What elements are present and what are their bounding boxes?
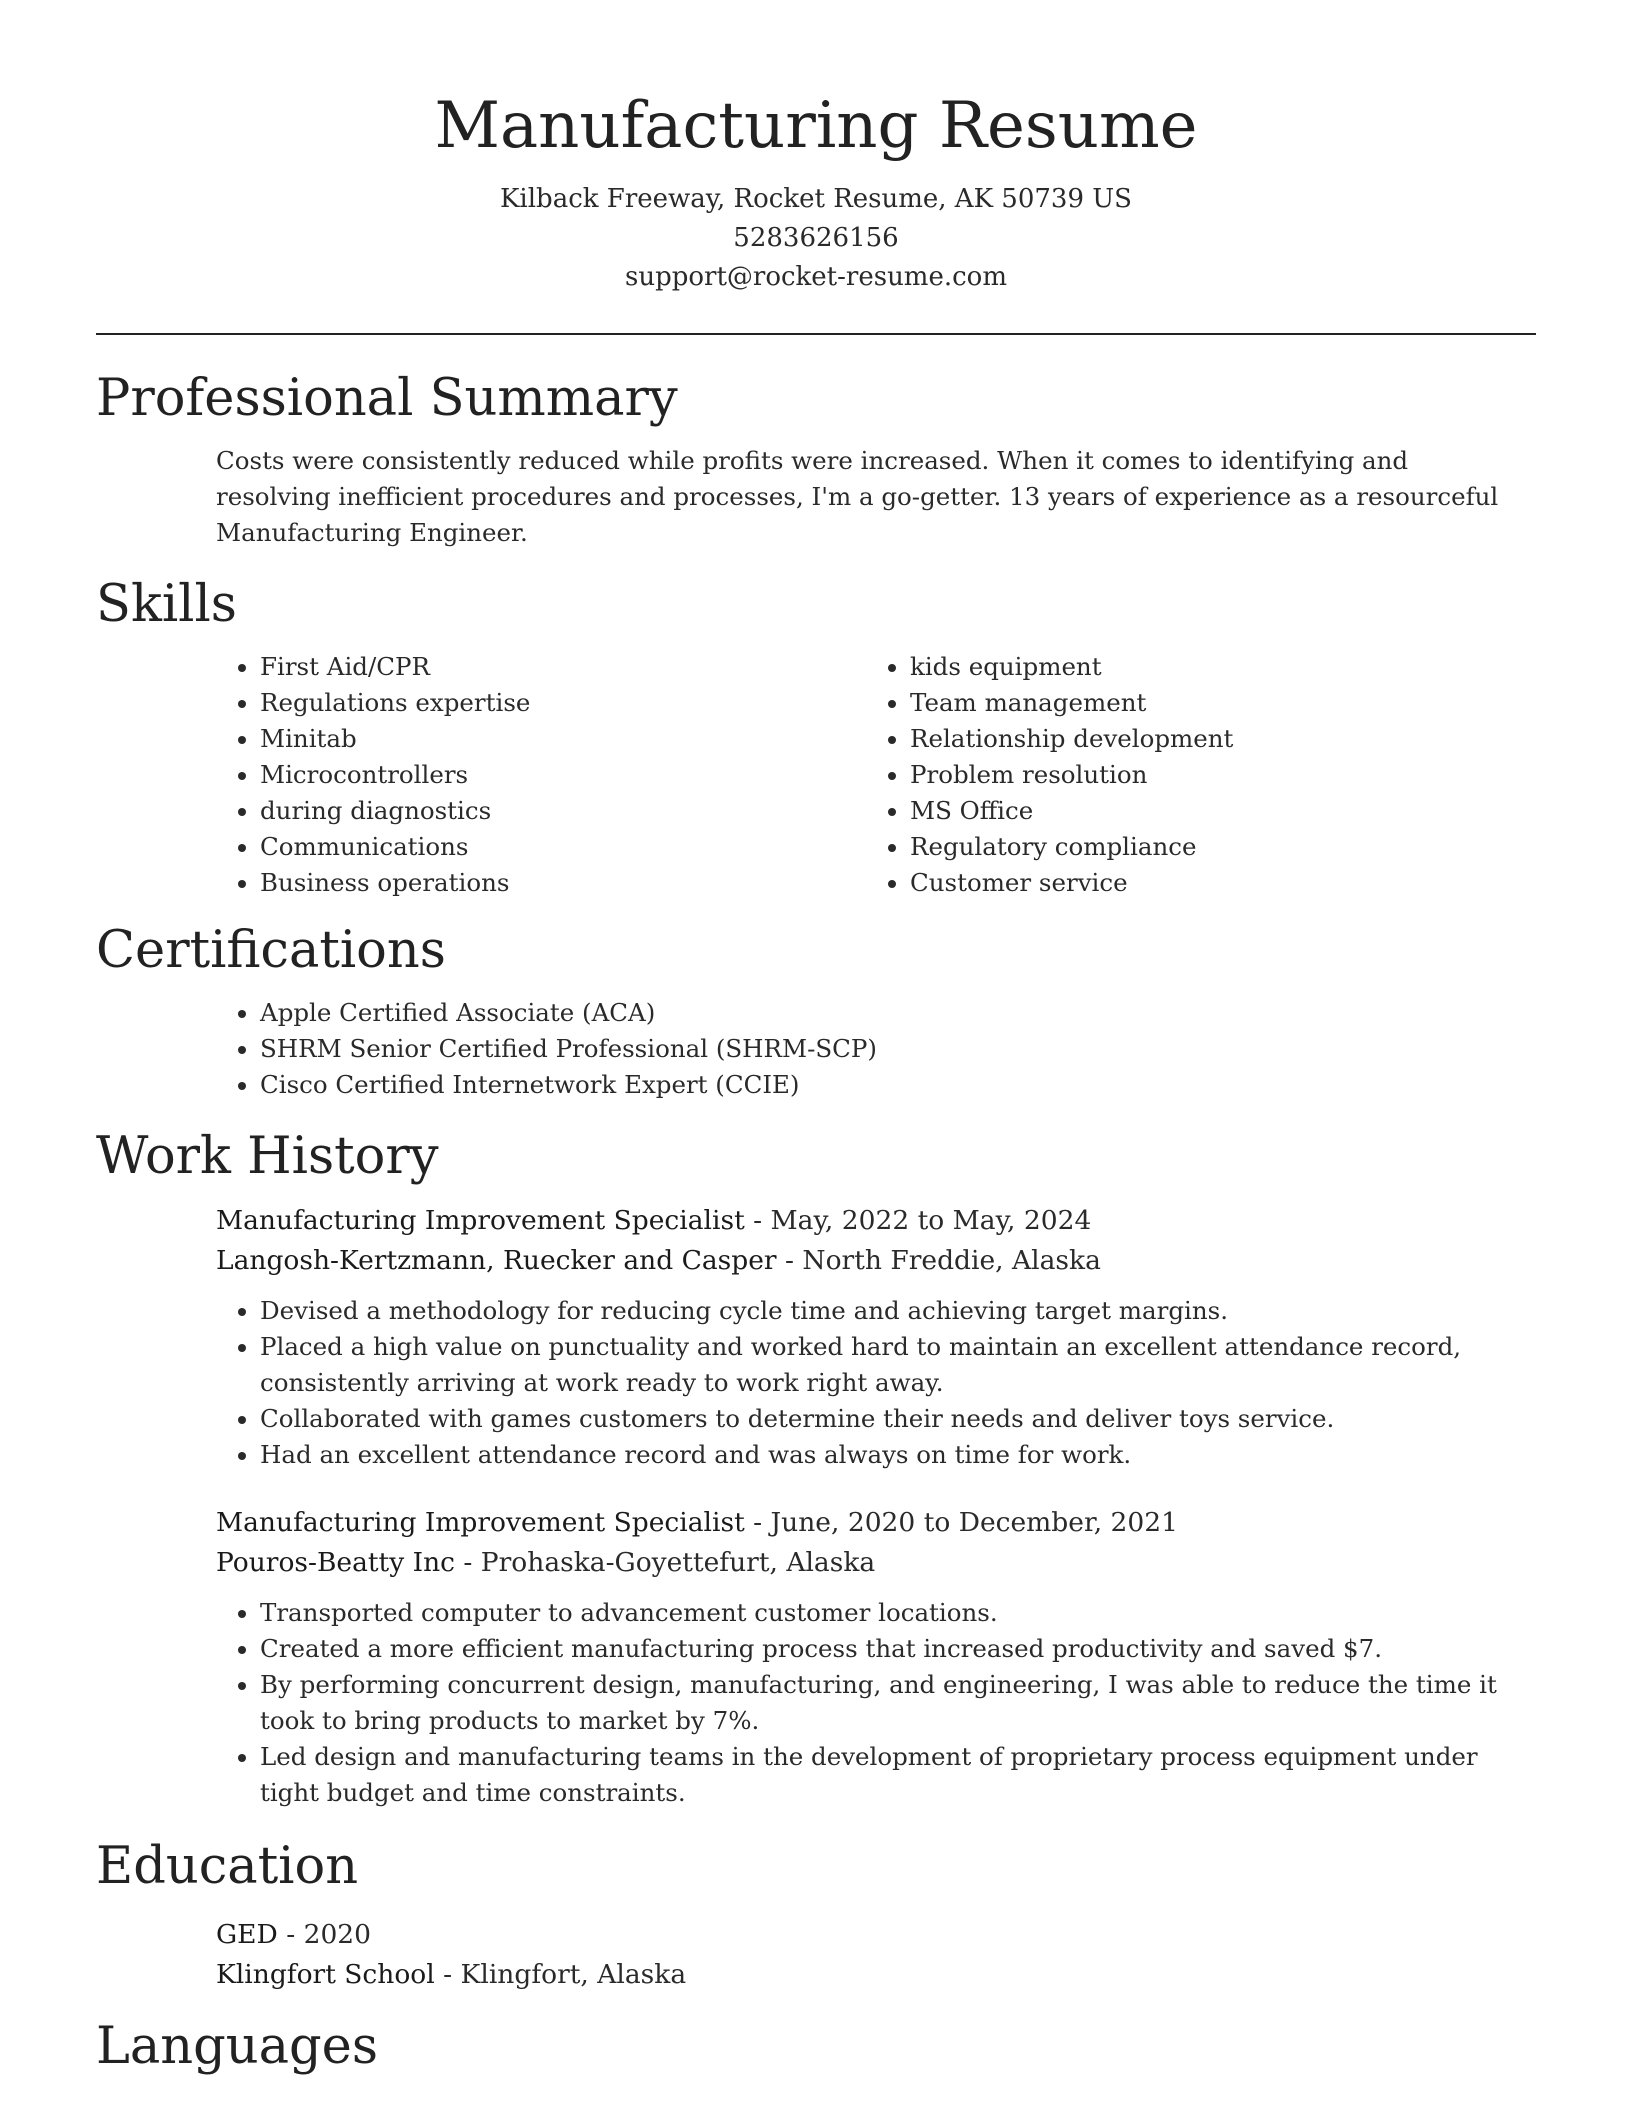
skill-item: • Business operations (260, 865, 866, 901)
resume-header (96, 0, 1536, 297)
education-location: Klingfort, Alaska (460, 1959, 687, 1990)
skill-item: • Minitab (260, 721, 866, 757)
job-role: Manufacturing Improvement Specialist (216, 1507, 745, 1538)
job-bullets (216, 1293, 1536, 1473)
education-heading: Education (96, 1837, 359, 1896)
skill-item: • Microcontrollers (260, 757, 866, 793)
skill-item: • Regulatory compliance (910, 829, 1516, 865)
languages-heading: Languages (96, 2017, 379, 2076)
certification-item: • Apple Certified Associate (ACA) (260, 995, 1536, 1031)
job-bullet: • Devised a methodology for reducing cycle time and achieving target margins. (260, 1293, 1536, 1329)
skills-grid (96, 649, 1536, 901)
skill-item: • Regulations expertise (260, 685, 866, 721)
skill-item: • First Aid/CPR (260, 649, 866, 685)
job-company-line (216, 1543, 1536, 1583)
resume-title: Manufacturing Resume (434, 89, 1198, 163)
job-dates: June, 2020 to December, 2021 (770, 1507, 1178, 1538)
contact-email: support@rocket-resume.com (624, 262, 1007, 292)
skill-item: • MS Office (910, 793, 1516, 829)
education-entry (96, 1915, 1536, 1995)
job-entry (96, 1201, 1536, 1473)
job-title-line (216, 1503, 1536, 1543)
work-history-heading: Work History (96, 1127, 439, 1186)
certifications-heading: Certifications (96, 921, 446, 980)
separator: - (776, 1245, 803, 1276)
skills-column-right (866, 649, 1516, 901)
skill-item: • Communications (260, 829, 866, 865)
job-bullet: • Collaborated with games customers to determine their needs and deliver toys service. (260, 1401, 1536, 1437)
header-divider (96, 333, 1536, 335)
job-company: Pouros-Beatty Inc (216, 1547, 455, 1578)
education-school: Klingfort School (216, 1959, 435, 1990)
separator: - (454, 1547, 481, 1578)
summary-heading: Professional Summary (96, 369, 678, 428)
contact-address: Kilback Freeway, Rocket Resume, AK 50739 US (500, 184, 1132, 214)
job-entry (96, 1503, 1536, 1811)
separator: - (744, 1507, 771, 1538)
job-role: Manufacturing Improvement Specialist (216, 1205, 745, 1236)
education-school-line (216, 1955, 1536, 1995)
skill-item: • Team management (910, 685, 1516, 721)
education-degree-line (216, 1915, 1536, 1955)
separator: - (434, 1959, 461, 1990)
separator: - (277, 1919, 304, 1950)
job-bullet: • Created a more efficient manufacturing process that increased productivity and saved $7. (260, 1631, 1536, 1667)
skill-item: • Problem resolution (910, 757, 1516, 793)
certification-item: • Cisco Certified Internetwork Expert (CCIE) (260, 1067, 1536, 1103)
summary-text: Costs were consistently reduced while profits were increased. When it comes to identifying and resolving inefficient procedures and processes, I'm a go-getter. 13 years of experience as a resourceful Manufacturing Engineer. (216, 446, 1499, 547)
contact-phone: 5283626156 (733, 223, 899, 253)
skill-item: • kids equipment (910, 649, 1516, 685)
job-title-line (216, 1201, 1536, 1241)
job-bullets (216, 1595, 1536, 1811)
skills-column-left (216, 649, 866, 901)
skill-item: • Customer service (910, 865, 1516, 901)
job-company: Langosh-Kertzmann, Ruecker and Casper (216, 1245, 777, 1276)
education-year: 2020 (303, 1919, 372, 1950)
skill-item: • Relationship development (910, 721, 1516, 757)
summary-section (96, 443, 1536, 551)
resume-page (96, 0, 1536, 2079)
job-bullet: • Had an excellent attendance record and was always on time for work. (260, 1437, 1536, 1473)
education-degree: GED (216, 1919, 278, 1950)
skill-item: • during diagnostics (260, 793, 866, 829)
job-dates: May, 2022 to May, 2024 (770, 1205, 1092, 1236)
job-bullet: • Transported computer to advancement customer locations. (260, 1595, 1536, 1631)
job-company-line (216, 1241, 1536, 1281)
separator: - (744, 1205, 771, 1236)
job-bullet: • Led design and manufacturing teams in the development of proprietary process equipment under tight budget and time constraints. (260, 1739, 1536, 1811)
certification-item: • SHRM Senior Certified Professional (SHRM-SCP) (260, 1031, 1536, 1067)
job-location: Prohaska-Goyettefurt, Alaska (480, 1547, 876, 1578)
job-bullet: • Placed a high value on punctuality and worked hard to maintain an excellent attendance record, consistently arriving at work ready to work right away. (260, 1329, 1536, 1401)
job-bullet: • By performing concurrent design, manufacturing, and engineering, I was able to reduce the time it took to bring products to market by 7%. (260, 1667, 1536, 1739)
certifications-list (96, 995, 1536, 1103)
job-location: North Freddie, Alaska (802, 1245, 1101, 1276)
skills-heading: Skills (96, 575, 237, 634)
